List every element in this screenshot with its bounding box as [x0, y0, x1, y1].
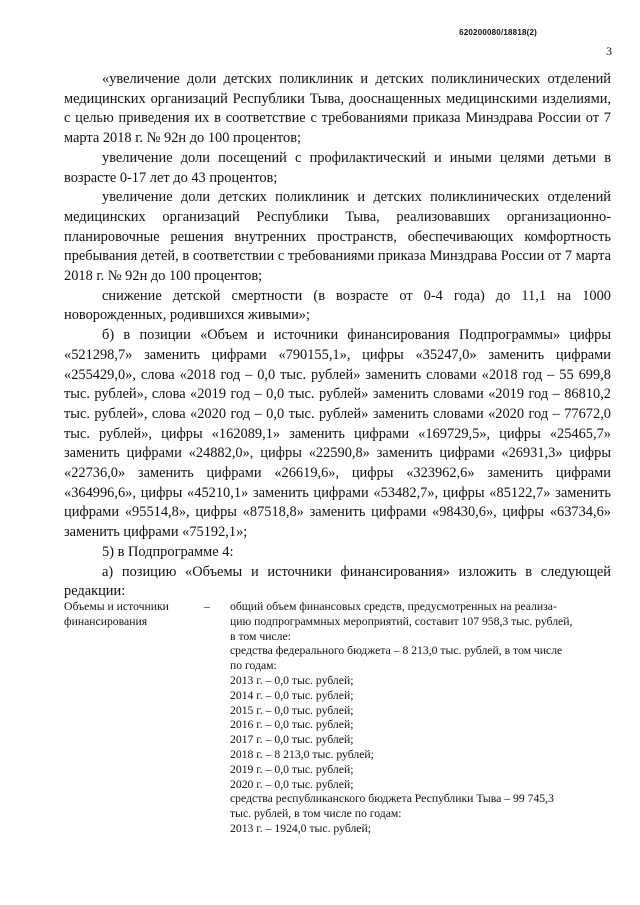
financing-line: средства федерального бюджета – 8 213,0 тыс. рублей, в том числе — [230, 644, 563, 658]
financing-line: средства республиканского бюджета Республики Тыва – 99 745,3 — [230, 792, 554, 806]
paragraph-new-wording-intro: а) позицию «Объемы и источники финансирования» изложить в следующей редакции: — [64, 563, 611, 600]
financing-dash: – — [204, 600, 210, 613]
financing-line: в том числе: — [230, 629, 291, 643]
page-number: 3 — [606, 44, 612, 58]
financing-year-line: 2015 г. – 0,0 тыс. рублей; — [230, 703, 354, 717]
document-id: 620200080/18818(2) — [459, 28, 537, 37]
paragraph-goal-comfort-solutions: увеличение доли детских поликлиник и детских поликлинических отделений медицинских организаций Республики Тыва, реализовавших организационно-планировочные решения внутренних пространств, обеспечивающих комфортность пребывания детей, в соответствии с требованиями приказа Минздрава России от 7 марта 2018 г. № 92н до 100 процентов; — [64, 189, 611, 285]
financing-line: цию подпрограммных мероприятий, составит 107 958,3 тыс. рублей, — [230, 614, 573, 628]
paragraph-goal-equipped-clinics: «увеличение доли детских поликлиник и детских поликлинических отделений медицинских организаций Республики Тыва, дооснащенных медицинскими изделиями, с целью приведения их в соответствие с требованиями приказа Минздрава России от 7 марта 2018 г. № 92н до 100 процентов; — [64, 71, 611, 147]
financing-year-line: 2014 г. – 0,0 тыс. рублей; — [230, 688, 354, 702]
financing-label — [64, 600, 204, 837]
document-body — [64, 70, 611, 602]
financing-year-line: 2013 г. – 1924,0 тыс. рублей; — [230, 821, 371, 835]
financing-year-line: 2016 г. – 0,0 тыс. рублей; — [230, 718, 354, 732]
financing-label-line: Объемы и источники — [64, 600, 169, 613]
financing-year-line: 2020 г. – 0,0 тыс. рублей; — [230, 777, 354, 791]
financing-year-line: 2017 г. – 0,0 тыс. рублей; — [230, 733, 354, 747]
financing-year-line: 2019 г. – 0,0 тыс. рублей; — [230, 762, 354, 776]
financing-table — [64, 600, 611, 837]
paragraph-subprogram-4: 5) в Подпрограмме 4: — [102, 543, 234, 560]
financing-label-line: финансирования — [64, 614, 148, 628]
financing-year-line: 2013 г. – 0,0 тыс. рублей; — [230, 673, 354, 687]
financing-line: тыс. рублей, в том числе по годам: — [230, 807, 402, 821]
financing-line: общий объем финансовых средств, предусмотренных на реализа- — [230, 600, 557, 613]
financing-line: по годам: — [230, 659, 277, 673]
paragraph-goal-preventive-visits: увеличение доли посещений с профилактический и иными целями детьми в возрасте 0-17 лет до 43 процентов; — [64, 149, 611, 186]
paragraph-goal-child-mortality: снижение детской смертности (в возрасте от 0-4 года) до 11,1 на 1000 новорожденных, родившихся живыми»; — [64, 287, 611, 324]
financing-year-line: 2018 г. – 8 213,0 тыс. рублей; — [230, 747, 374, 761]
paragraph-financing-amendments: б) в позиции «Объем и источники финансирования Подпрограммы» цифры «521298,7» заменить цифрами «790155,1», цифры «35247,0» заменить цифрами «255429,0», слова «2018 год – 0,0 тыс. рублей» заменить словами «2018 год – 55 699,8 тыс. рублей», слова «2019 год – 0,0 тыс. рублей» заменить словами «2019 год – 86810,2 тыс. рублей», слова «2020 год – 0,0 тыс. рублей» заменить словами «2020 год – 77672,0 тыс. рублей», цифры «162089,1» заменить цифрами «169729,5», цифры «25465,7» заменить цифрами «24882,0», цифры «22590,8» заменить цифрами «26931,3» цифры «22736,0» заменить цифрами «26619,6», цифры «323962,6» заменить цифрами «364996,6», цифры «45210,1» заменить цифрами «53482,7», цифры «85122,7» заменить цифрами «95514,8», цифры «87518,8» заменить цифрами «98430,6», цифры «63734,6» заменить цифрами «75192,1»; — [64, 327, 611, 541]
financing-content — [230, 600, 611, 837]
